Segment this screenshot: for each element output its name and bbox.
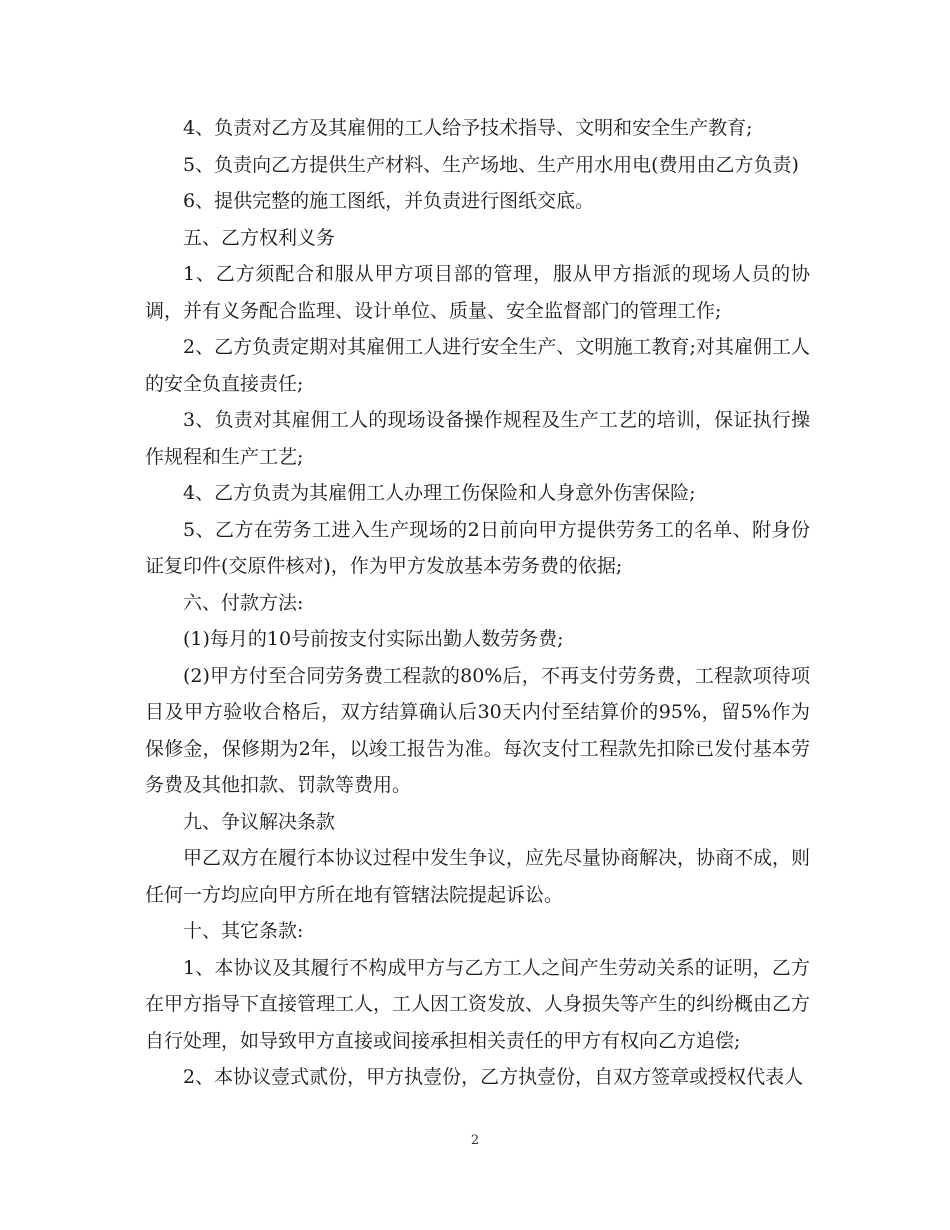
section-heading: 十、其它条款:	[183, 920, 304, 942]
paragraph: 甲乙双方在履行本协议过程中发生争议，应先尽量协商解决，协商不成，则任何一方均应向甲方所在地有管辖法院提起诉讼。	[145, 847, 811, 906]
paragraph: 6、提供完整的施工图纸，并负责进行图纸交底。	[183, 190, 595, 212]
paragraph: 4、乙方负责为其雇佣工人办理工伤保险和人身意外伤害保险;	[183, 482, 696, 504]
paragraph: (1)每月的10号前按支付实际出勤人数劳务费;	[183, 628, 564, 650]
paragraph: (2)甲方付至合同劳务费工程款的80%后，不再支付劳务费，工程款项待项目及甲方验收合格后，双方结算确认后30天内付至结算价的95%，留5%作为保修金，保修期为2年，以竣工报告为准。每次支付工程款先扣除已发付基本劳务费及其他扣款、罚款等费用。	[145, 664, 810, 796]
section-heading: 五、乙方权利义务	[183, 226, 336, 249]
paragraph: 1、乙方须配合和服从甲方项目部的管理，服从甲方指派的现场人员的协调，并有义务配合监理、设计单位、质量、安全监督部门的管理工作;	[145, 263, 810, 322]
section-heading: 六、付款方法:	[183, 591, 304, 614]
paragraph: 2、乙方负责定期对其雇佣工人进行安全生产、文明施工教育;对其雇佣工人的安全负直接责任;	[145, 336, 810, 395]
paragraph: 5、乙方在劳务工进入生产现场的2日前向甲方提供劳务工的名单、附身份证复印件(交原件核对)，作为甲方发放基本劳务费的依据;	[145, 518, 810, 577]
paragraph: 1、本协议及其履行不构成甲方与乙方工人之间产生劳动关系的证明，乙方在甲方指导下直接管理工人，工人因工资发放、人身损失等产生的纠纷概由乙方自行处理，如导致甲方直接或间接承担相关责任的甲方有权向乙方追偿;	[145, 956, 811, 1052]
page-number: 2	[470, 1133, 480, 1148]
body-text	[145, 110, 810, 1096]
section-heading: 九、争议解决条款	[183, 810, 336, 833]
paragraph: 3、负责对其雇佣工人的现场设备操作规程及生产工艺的培训，保证执行操作规程和生产工艺;	[145, 409, 810, 468]
paragraph: 4、负责对乙方及其雇佣的工人给予技术指导、文明和安全生产教育;	[183, 117, 753, 139]
paragraph: 2、本协议壹式贰份，甲方执壹份，乙方执壹份，自双方签章或授权代表人	[183, 1066, 804, 1088]
paragraph: 5、负责向乙方提供生产材料、生产场地、生产用水用电(费用由乙方负责)	[183, 153, 799, 176]
